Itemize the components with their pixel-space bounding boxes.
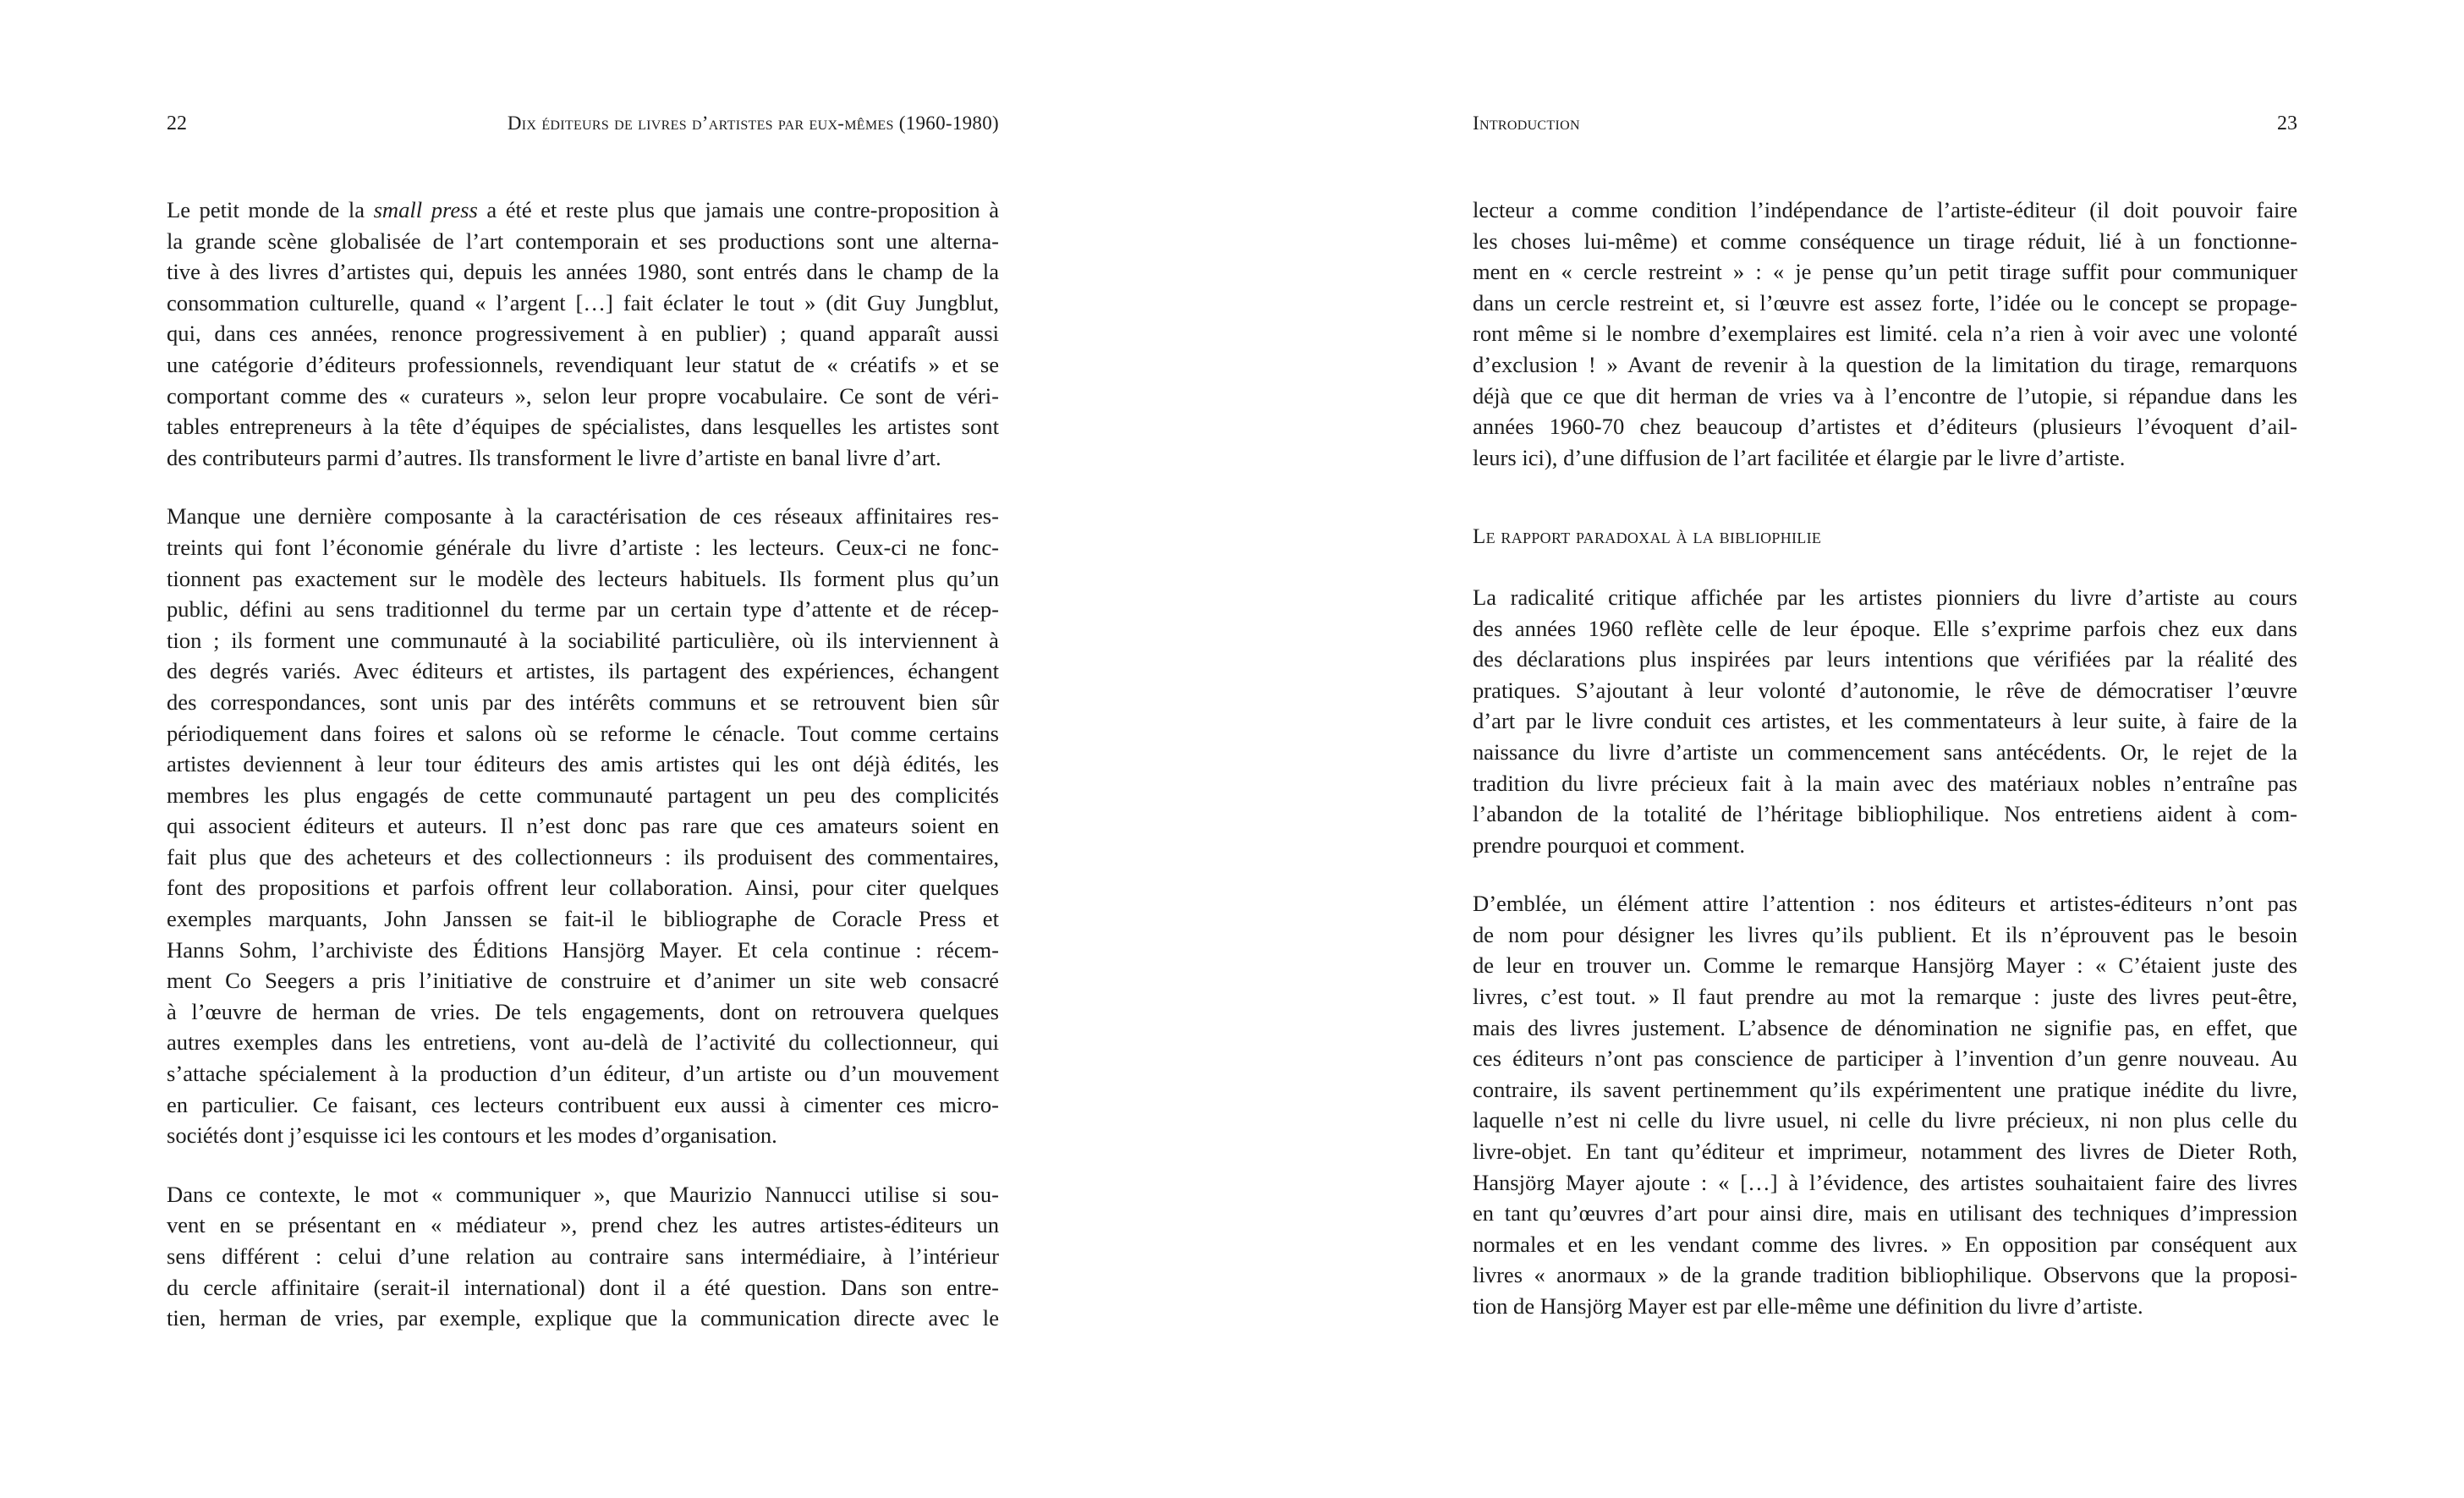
text-line: tables entrepreneurs à la tête d’équipes de spécialistes, dans lesquelles les artistes sont xyxy=(167,414,999,440)
text-line: treints qui font l’économie générale du livre d’artiste : les lecteurs. Ceux-ci ne fonc- xyxy=(167,534,999,560)
text-line: les choses lui-même) et comme conséquence un tirage réduit, lié à un fonctionne- xyxy=(1473,228,2297,254)
text-line: livre-objet. En tant qu’éditeur et imprimeur, notamment des livres de Dieter Roth, xyxy=(1473,1139,2297,1165)
running-head-book-title: Dix éditeurs de livres d’artistes par eux-mêmes (1960-1980) xyxy=(507,112,999,134)
text-line: pratiques. S’ajoutant à leur volonté d’autonomie, le rêve de démocratiser l’œuvre xyxy=(1473,677,2297,703)
text-line: Hansjörg Mayer ajoute : « […] à l’évidence, des artistes souhaitaient faire des livres xyxy=(1473,1169,2297,1195)
text-line: la grande scène globalisée de l’art contemporain et ses productions sont une alterna- xyxy=(167,228,999,254)
text-line xyxy=(167,195,999,226)
page-number-left: 22 xyxy=(167,112,187,134)
text-line: naissance du livre d’artiste un commencement sans antécédents. Or, le rejet de la xyxy=(1473,738,2297,765)
text-line: tionnent pas exactement sur le modèle des lecteurs habituels. Ils forment plus qu’un xyxy=(167,565,999,591)
text-line: dans un cercle restreint et, si l’œuvre est assez forte, l’idée ou le concept se propage- xyxy=(1473,289,2297,316)
text-line: une catégorie d’éditeurs professionnels, revendiquant leur statut de « créatifs » et se xyxy=(167,351,999,377)
text-line: ment en « cercle restreint » : « je pense qu’un petit tirage suffit pour communiquer xyxy=(1473,259,2297,285)
text-line: des déclarations plus inspirées par leurs intentions que vérifiées par la réalité des xyxy=(1473,646,2297,672)
left-text-column xyxy=(167,195,999,1334)
text-line: des degrés variés. Avec éditeurs et artistes, ils partagent des expériences, échangent xyxy=(167,658,999,684)
text-line: livres « anormaux » de la grande tradition bibliophilique. Observons que la proposi- xyxy=(1473,1262,2297,1288)
text-line: des années 1960 reflète celle de leur époque. Elle s’exprime parfois chez eux dans xyxy=(1473,615,2297,641)
text-line: fait plus que des acheteurs et des collectionneurs : ils produisent des commentaires, xyxy=(167,843,999,870)
text-line: de leur en trouver un. Comme le remarque Hansjörg Mayer : « C’étaient juste des xyxy=(1473,952,2297,979)
paragraph xyxy=(167,501,999,1150)
text-line: ces éditeurs n’ont pas conscience de participer à l’invention d’un genre nouveau. Au xyxy=(1473,1045,2297,1072)
paragraph xyxy=(1473,195,2297,473)
text-line: tien, herman de vries, par exemple, explique que la communication directe avec le xyxy=(167,1305,999,1331)
text-line: qui associent éditeurs et auteurs. Il n’est donc pas rare que ces amateurs soient en xyxy=(167,813,999,839)
text-line: s’attache spécialement à la production d’un éditeur, d’un artiste ou d’un mouvement xyxy=(167,1061,999,1087)
paragraphs-before-heading xyxy=(1473,195,2297,473)
section-heading: Le rapport paradoxal à la bibliophilie xyxy=(1473,525,1822,549)
text-line: des correspondances, sont unis par des intérêts communs et se retrouvent bien sûr xyxy=(167,689,999,715)
text-line: laquelle n’est ni celle du livre usuel, ni celle du livre précieux, ni non plus celle du xyxy=(1473,1107,2297,1133)
text-line: livres, c’est tout. » Il faut prendre au mot la remarque : juste des livres peut-être, xyxy=(1473,984,2297,1010)
text-line: d’exclusion ! » Avant de revenir à la question de la limitation du tirage, remarquons xyxy=(1473,351,2297,377)
paragraph xyxy=(1473,582,2297,860)
paragraph xyxy=(1473,888,2297,1321)
text-run: a été et reste plus que jamais une contre-proposition à xyxy=(477,197,999,222)
text-line: sociétés dont j’esquisse ici les contours et les modes d’organisation. xyxy=(167,1122,777,1149)
italic-term: small press xyxy=(373,197,478,222)
text-line: en particulier. Ce faisant, ces lecteurs contribuent eux aussi à cimenter ces micro- xyxy=(167,1091,999,1117)
text-line: qui, dans ces années, renonce progressivement à en publier) ; quand apparaît aussi xyxy=(167,321,999,347)
text-line: Hanns Sohm, l’archiviste des Éditions Hansjörg Mayer. Et cela continue : récem- xyxy=(167,936,999,963)
text-line: années 1960-70 chez beaucoup d’artistes et d’éditeurs (plusieurs l’évoquent d’ail- xyxy=(1473,414,2297,440)
text-line: Manque une dernière composante à la caractérisation de ces réseaux affinitaires res- xyxy=(167,503,999,530)
text-line: de nom pour désigner les livres qu’ils publient. Et ils n’éprouvent pas le besoin xyxy=(1473,921,2297,947)
text-line: normales et en les vendant comme des livres. » En opposition par conséquent aux xyxy=(1473,1231,2297,1257)
text-line: périodiquement dans foires et salons où se reforme le cénacle. Tout comme certains xyxy=(167,720,999,746)
text-line: tion ; ils forment une communauté à la sociabilité particulière, où ils interviennent à xyxy=(167,627,999,653)
text-line: mais des livres justement. L’absence de dénomination ne signifie pas, en effet, que xyxy=(1473,1014,2297,1040)
text-line: ront même si le nombre d’exemplaires est limité. cela n’a rien à voir avec une volonté xyxy=(1473,321,2297,347)
running-head-chapter-title: Introduction xyxy=(1473,112,1580,134)
right-text-column xyxy=(1473,195,2297,1350)
text-line: sens différent : celui d’une relation au contraire sans intermédiaire, à l’intérieur xyxy=(167,1243,999,1269)
paragraph xyxy=(167,195,999,473)
text-line: artistes deviennent à leur tour éditeurs des amis artistes qui les ont déjà édités, les xyxy=(167,751,999,777)
paragraphs-after-heading xyxy=(1473,582,2297,1322)
text-line: tion de Hansjörg Mayer est par elle-même une définition du livre d’artiste. xyxy=(1473,1293,2143,1319)
text-line: tradition du livre précieux fait à la main avec des matériaux nobles n’entraîne pas xyxy=(1473,770,2297,796)
paragraph xyxy=(167,1179,999,1334)
text-line: exemples marquants, John Janssen se fait-il le bibliographe de Coracle Press et xyxy=(167,906,999,932)
text-line: public, défini au sens traditionnel du terme par un certain type d’attente et de récep- xyxy=(167,596,999,623)
text-line: autres exemples dans les entretiens, vont au-delà de l’activité du collectionneur, qui xyxy=(167,1029,999,1056)
text-line: en tant qu’œuvres d’art pour ainsi dire, mais en utilisant des techniques d’impression xyxy=(1473,1200,2297,1226)
text-line: contraire, ils savent pertinemment qu’ils expérimentent une pratique inédite du livre, xyxy=(1473,1076,2297,1102)
text-line: tive à des livres d’artistes qui, depuis les années 1980, sont entrés dans le champ de la xyxy=(167,259,999,285)
text-line: La radicalité critique affichée par les artistes pionniers du livre d’artiste au cours xyxy=(1473,584,2297,610)
text-line: d’art par le livre conduit ces artistes, et les commentateurs à leur suite, à faire de la xyxy=(1473,708,2297,734)
page-number-right: 23 xyxy=(2277,112,2297,134)
text-line: prendre pourquoi et comment. xyxy=(1473,831,1745,858)
right-page xyxy=(1232,0,2464,1498)
text-line: des contributeurs parmi d’autres. Ils transforment le livre d’artiste en banal livre d’art. xyxy=(167,444,941,470)
text-line: font des propositions et parfois offrent leur collaboration. Ainsi, pour citer quelques xyxy=(167,875,999,901)
text-line: du cercle affinitaire (serait-il international) dont il a été question. Dans son entre- xyxy=(167,1274,999,1300)
text-line: l’abandon de la totalité de l’héritage bibliophilique. Nos entretiens aident à com- xyxy=(1473,801,2297,827)
text-run: Le petit monde de la xyxy=(167,197,374,222)
text-line: Dans ce contexte, le mot « communiquer », que Maurizio Nannucci utilise si sou- xyxy=(167,1181,999,1207)
text-line: à l’œuvre de herman de vries. De tels engagements, dont on retrouvera quelques xyxy=(167,998,999,1024)
text-line: vent en se présentant en « médiateur », prend chez les autres artistes-éditeurs un xyxy=(167,1212,999,1238)
text-line: D’emblée, un élément attire l’attention : nos éditeurs et artistes-éditeurs n’ont pas xyxy=(1473,891,2297,917)
text-line: comportant comme des « curateurs », selon leur propre vocabulaire. Ce sont de véri- xyxy=(167,382,999,409)
text-line: lecteur a comme condition l’indépendance de l’artiste-éditeur (il doit pouvoir faire xyxy=(1473,197,2297,222)
text-line: membres les plus engagés de cette communauté partagent un peu des complicités xyxy=(167,782,999,808)
text-line: déjà que ce que dit herman de vries va à l’encontre de l’utopie, si répandue dans les xyxy=(1473,382,2297,409)
text-line: leurs ici), d’une diffusion de l’art facilitée et élargie par le livre d’artiste. xyxy=(1473,444,2126,470)
text-line: ment Co Seegers a pris l’initiative de construire et d’animer un site web consacré xyxy=(167,968,999,994)
text-line: consommation culturelle, quand « l’argent […] fait éclater le tout » (dit Guy Jungblut, xyxy=(167,289,999,316)
